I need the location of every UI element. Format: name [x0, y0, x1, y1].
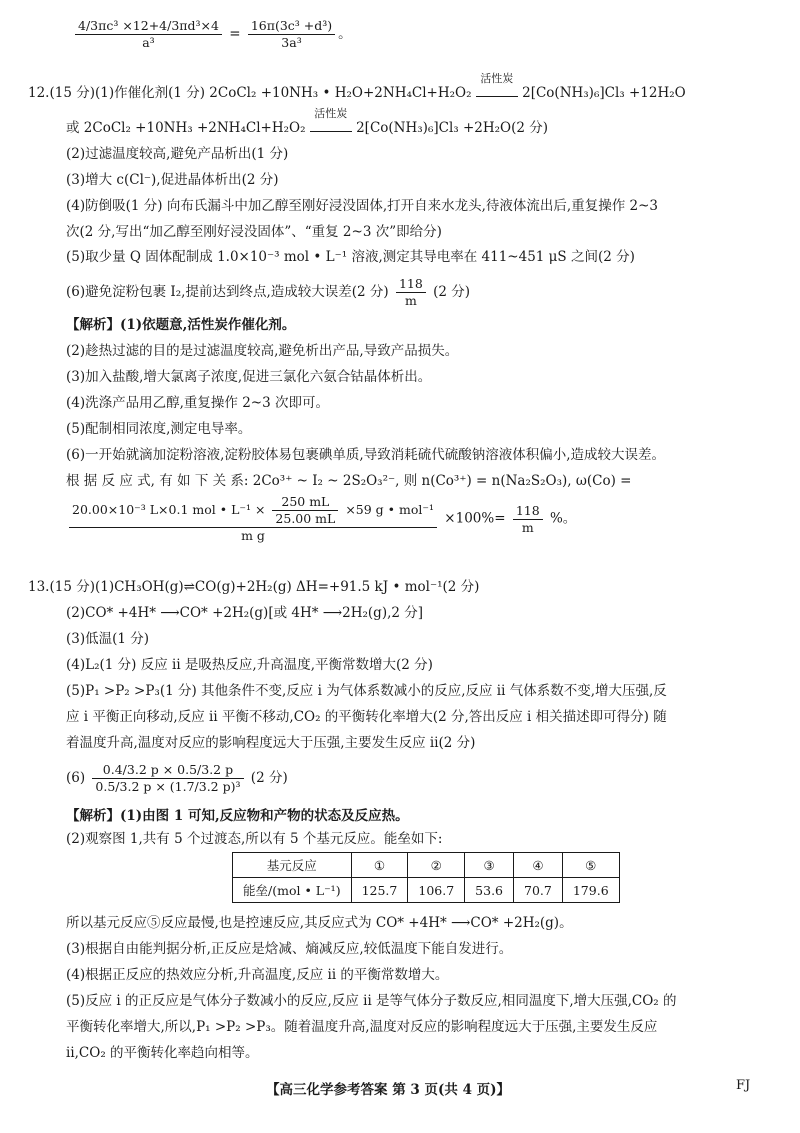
a13-line-2: (2)观察图 1,共有 5 个过渡态,所以有 5 个基元反应。能垒如下: — [66, 831, 443, 847]
page-footer: 【高三化学参考答案 第 3 页(共 4 页)】 — [266, 1082, 511, 1098]
table-cell: 70.7 — [514, 878, 563, 903]
q12-line-1: 12.(15 分)(1)作催化剂(1 分) 2CoCl₂ +10NH₃ • H₂O+2NH₄Cl+H₂O₂ 活性炭 2[Co(NH₃)₆]Cl₃ +12H₂O — [28, 72, 686, 101]
energy-barrier-table — [232, 852, 620, 903]
a13-line-5: (4)根据正反应的热效应分析,升高温度,反应 ⅱ 的平衡常数增大。 — [66, 967, 449, 983]
table-header-cell: ⑤ — [562, 853, 619, 878]
table-row-label: 能垒/(mol • L⁻¹) — [233, 878, 352, 903]
table-header-cell: ③ — [465, 853, 514, 878]
q12-line-6: 次(2 分,写出“加乙醇至刚好浸没固体”、“重复 2~3 次”即给分) — [66, 224, 442, 240]
catalyst-arrow-2: 活性炭 — [310, 119, 352, 137]
percent-fraction: $\frac{118}{m}$ — [513, 503, 543, 536]
table-header-cell: 基元反应 — [233, 853, 352, 878]
table-row — [233, 878, 620, 903]
table-header-cell: ② — [408, 853, 465, 878]
a12-line-6: (6)一开始就滴加淀粉溶液,淀粉胶体易包裹碘单质,导致消耗硫代硫酸钠溶液体积偏小,造成较大误差。 — [66, 447, 665, 463]
q12-line-7: (5)取少量 Q 固体配制成 1.0×10⁻³ mol • L⁻¹ 溶液,测定其导电率在 411~451 μS 之间(2 分) — [66, 249, 635, 265]
q13-line-3: (3)低温(1 分) — [66, 631, 150, 647]
kp-fraction: $\frac{0.4/3.2 p \times 0.5/3.2 p}{\text{0.5/3.2 p × (1.7/3.2 p)³}}$ — [92, 762, 243, 795]
a12-line-4: (4)洗涤产品用乙醇,重复操作 2~3 次即可。 — [66, 395, 329, 411]
q12-line-3: (2)过滤温度较高,避免产品析出(1 分) — [66, 146, 289, 162]
a13-line-6: (5)反应 ⅰ 的正反应是气体分子数减小的反应,反应 ⅱ 是等气体分子数反应,相同温度下,增大压强,CO₂ 的 — [66, 993, 677, 1009]
a12-line-3: (3)加入盐酸,增大氯离子浓度,促进三氯化六氨合钴晶体析出。 — [66, 369, 432, 385]
q13-line-7: 着温度升高,温度对反应的影响程度远大于压强,主要发生反应 ⅱ(2 分) — [66, 735, 476, 751]
table-cell: 106.7 — [408, 878, 465, 903]
yield-fraction: $\frac{118}{m}$ — [396, 276, 426, 309]
a13-line-1: 【解析】(1)由图 1 可知,反应物和产物的状态及反应热。 — [66, 808, 409, 824]
table-cell: 53.6 — [465, 878, 514, 903]
a13-line-7: 平衡转化率增大,所以,P₁ >P₂ >P₃。随着温度升高,温度对反应的影响程度远大于压强,主要发生反应 — [66, 1019, 658, 1035]
table-header-row — [233, 853, 620, 878]
a13-line-8: ⅱ,CO₂ 的平衡转化率趋向相等。 — [66, 1045, 259, 1061]
q12-line-5: (4)防倒吸(1 分) 向布氏漏斗中加乙醇至刚好浸没固体,打开自来水龙头,待液体流出后,重复操作 2~3 — [66, 198, 658, 214]
catalyst-arrow: 活性炭 — [476, 84, 518, 102]
a13-line-3: 所以基元反应⑤反应最慢,也是控速反应,其反应式为 CO* +4H* ⟶CO* +2H₂(g)。 — [66, 915, 573, 931]
q13-line-4: (4)L₂(1 分) 反应 ⅱ 是吸热反应,升高温度,平衡常数增大(2 分) — [66, 657, 433, 673]
a12-line-7: 根 据 反 应 式, 有 如 下 关 系: 2Co³⁺ ~ I₂ ~ 2S₂O₃²⁻, 则 n(Co³⁺) = n(Na₂S₂O₃), ω(Co) = — [66, 473, 632, 489]
a12-line-5: (5)配制相同浓度,测定电导率。 — [66, 421, 252, 437]
a12-line-2: (2)趁热过滤的目的是过滤温度较高,避免析出产品,导致产品损失。 — [66, 343, 459, 359]
table-cell: 125.7 — [351, 878, 408, 903]
top-formula-result: $\frac{\text{16π(3c³ +d³)}}{\text{3a³}}$ — [248, 18, 335, 51]
table-cell: 179.6 — [562, 878, 619, 903]
q12-line-4: (3)增大 c(Cl⁻),促进晶体析出(2 分) — [66, 172, 279, 188]
q13-line-5: (5)P₁ >P₂ >P₃(1 分) 其他条件不变,反应 ⅰ 为气体系数减小的反应,反应 ⅱ 气体系数不变,增大压强,反 — [66, 683, 667, 699]
q12-line-2: 或 2CoCl₂ +10NH₃ +2NH₄Cl+H₂O₂ 活性炭 2[Co(NH₃)₆]Cl₃ +2H₂O(2 分) — [66, 107, 549, 136]
a12-line-8: 20.00×10⁻³ L×0.1 mol • L⁻¹ × $\frac{250 mL}{25.00 mL}$ ×59 g • mol⁻¹ m g ×100%= $\frac{118}{m}$ %。 — [66, 494, 576, 544]
table-header-cell: ① — [351, 853, 408, 878]
a13-line-4: (3)根据自由能判据分析,正反应是焓减、熵减反应,较低温度下能自发进行。 — [66, 941, 513, 957]
cobalt-fraction: 20.00×10⁻³ L×0.1 mol • L⁻¹ × $\frac{250 mL}{25.00 mL}$ ×59 g • mol⁻¹ m g — [69, 494, 437, 544]
q13-line-8: (6) $\frac{0.4/3.2 p \times 0.5/3.2 p}{\text{0.5/3.2 p × (1.7/3.2 p)³}}$ (2 分) — [66, 762, 288, 794]
dilution-fraction: $\frac{250 mL}{25.00 mL}$ — [272, 494, 338, 527]
table-header-cell: ④ — [514, 853, 563, 878]
q13-line-2: (2)CO* +4H* ⟶CO* +2H₂(g)[或 4H* ⟶2H₂(g),2 分] — [66, 605, 424, 621]
top-formula: $\frac{\text{4/3πc³ ×12+4/3πd³×4}}{\text{a³}}$ = $\frac{\text{16π(3c³ +d³)}}{\text{3a³}}$ 。 — [72, 18, 352, 51]
q13-line-1: 13.(15 分)(1)CH₃OH(g)⇌CO(g)+2H₂(g) ΔH=+91.5 kJ • mol⁻¹(2 分) — [28, 579, 480, 595]
top-formula-fraction: $\frac{\text{4/3πc³ ×12+4/3πd³×4}}{\text{a³}}$ — [75, 18, 222, 51]
q13-line-6: 应 ⅰ 平衡正向移动,反应 ⅱ 平衡不移动,CO₂ 的平衡转化率增大(2 分,答出反应 ⅰ 相关描述即可得分) 随 — [66, 709, 667, 725]
paper-code: FJ — [736, 1078, 751, 1093]
a12-line-1: 【解析】(1)依题意,活性炭作催化剂。 — [66, 317, 296, 333]
q12-line-8: (6)避免淀粉包裹 I₂,提前达到终点,造成较大误差(2 分) $\frac{118}{m}$ (2 分) — [66, 276, 471, 308]
